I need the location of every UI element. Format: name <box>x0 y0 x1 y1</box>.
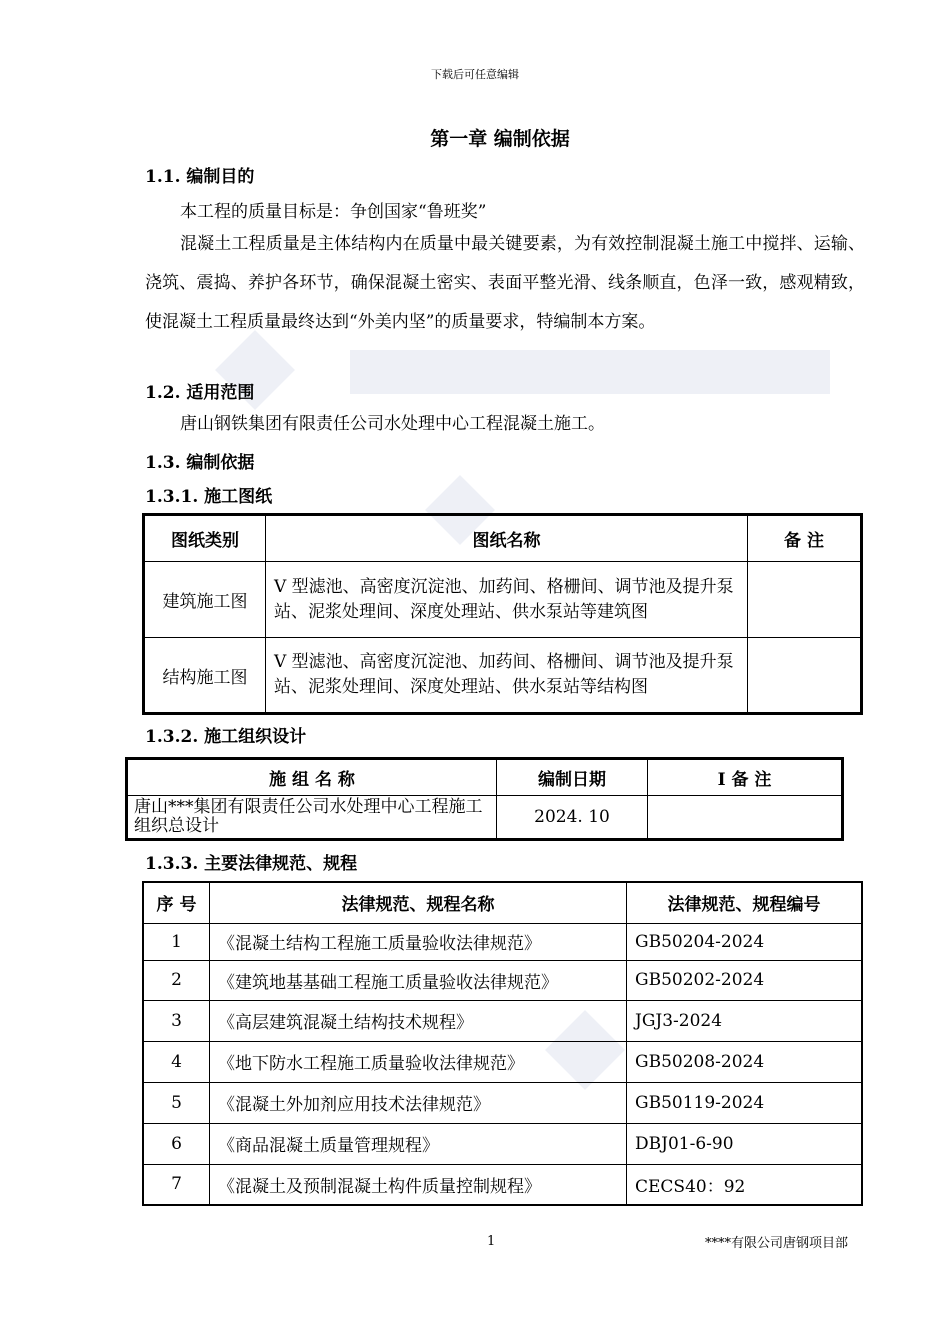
table-cell: 7 <box>143 1164 210 1205</box>
page-number: 1 <box>487 1234 496 1249</box>
table-row <box>143 923 862 960</box>
table-cell: GB50119-2024 <box>627 1082 863 1123</box>
table-header: 法律规范、规程编号 <box>627 882 863 923</box>
table-row <box>143 1164 862 1205</box>
header-note: 下载后可任意编辑 <box>431 68 519 81</box>
table-cell: 《商品混凝土质量管理规程》 <box>210 1123 627 1164</box>
table-row <box>144 562 862 638</box>
table-header: 图纸名称 <box>266 515 748 562</box>
table-row <box>143 1082 862 1123</box>
section-heading: 1.1. 编制目的 <box>145 167 255 187</box>
table-header: 法律规范、规程名称 <box>210 882 627 923</box>
table-cell: CECS40：92 <box>627 1164 863 1205</box>
table-cell: 1 <box>143 923 210 960</box>
table-cell <box>748 638 862 714</box>
table-header: I 备 注 <box>648 759 843 796</box>
table-cell: 《混凝土结构工程施工质量验收法律规范》 <box>210 923 627 960</box>
table-row <box>143 1041 862 1082</box>
table-header: 备 注 <box>748 515 862 562</box>
table-cell: 建筑施工图 <box>144 562 266 638</box>
table-row <box>144 638 862 714</box>
table-cell: GB50204-2024 <box>627 923 863 960</box>
table-cell: GB50208-2024 <box>627 1041 863 1082</box>
subsection-heading: 1.3.1. 施工图纸 <box>145 487 273 507</box>
chapter-title: 第一章 编制依据 <box>430 128 570 150</box>
table-cell <box>748 562 862 638</box>
footer-organization: ****有限公司唐钢项目部 <box>705 1236 849 1251</box>
drawings-table <box>142 513 863 715</box>
table-cell: V 型滤池、高密度沉淀池、加药间、格栅间、调节池及提升泵站、泥浆处理间、深度处理站、供水泵站等建筑图 <box>266 562 748 638</box>
table-row <box>127 796 843 840</box>
table-cell: 5 <box>143 1082 210 1123</box>
table-row <box>143 960 862 1000</box>
table-cell: 《地下防水工程施工质量验收法律规范》 <box>210 1041 627 1082</box>
table-cell: DBJ01-6-90 <box>627 1123 863 1164</box>
table-cell: 《建筑地基基础工程施工质量验收法律规范》 <box>210 960 627 1000</box>
table-row <box>143 1123 862 1164</box>
table-cell: 结构施工图 <box>144 638 266 714</box>
table-cell: 6 <box>143 1123 210 1164</box>
table-header: 编制日期 <box>497 759 648 796</box>
table-cell: V 型滤池、高密度沉淀池、加药间、格栅间、调节池及提升泵站、泥浆处理间、深度处理站、供水泵站等结构图 <box>266 638 748 714</box>
watermark-logo <box>215 330 835 410</box>
table-cell: 《高层建筑混凝土结构技术规程》 <box>210 1000 627 1041</box>
subsection-heading: 1.3.3. 主要法律规范、规程 <box>145 854 358 874</box>
table-header: 序 号 <box>143 882 210 923</box>
section-heading: 1.2. 适用范围 <box>145 383 255 403</box>
table-header: 施 组 名 称 <box>127 759 497 796</box>
table-cell: 《混凝土外加剂应用技术法律规范》 <box>210 1082 627 1123</box>
organization-design-table <box>125 757 844 841</box>
table-cell: 2 <box>143 960 210 1000</box>
paragraph: 混凝土工程质量是主体结构内在质量中最关键要素，为有效控制混凝土施工中搅拌、运输、浇筑、震捣、养护各环节，确保混凝土密实、表面平整光滑、线条顺直，色泽一致，感观精致，使混凝土工程质量最终达到“外美内坚”的质量要求，特编制本方案。 <box>145 234 865 332</box>
table-cell: 2024. 10 <box>497 796 648 840</box>
table-cell: GB50202-2024 <box>627 960 863 1000</box>
table-cell: JGJ3-2024 <box>627 1000 863 1041</box>
table-cell: 唐山***集团有限责任公司水处理中心工程施工组织总设计 <box>127 796 497 840</box>
table-cell: 4 <box>143 1041 210 1082</box>
table-header: 图纸类别 <box>144 515 266 562</box>
paragraph: 唐山钢铁集团有限责任公司水处理中心工程混凝土施工。 <box>180 414 605 434</box>
table-cell: 3 <box>143 1000 210 1041</box>
section-heading: 1.3. 编制依据 <box>145 453 255 473</box>
table-row <box>143 1000 862 1041</box>
regulations-table <box>142 881 863 1206</box>
paragraph: 本工程的质量目标是：争创国家“鲁班奖” <box>180 202 487 222</box>
subsection-heading: 1.3.2. 施工组织设计 <box>145 727 307 747</box>
table-cell <box>648 796 843 840</box>
table-cell: 《混凝土及预制混凝土构件质量控制规程》 <box>210 1164 627 1205</box>
